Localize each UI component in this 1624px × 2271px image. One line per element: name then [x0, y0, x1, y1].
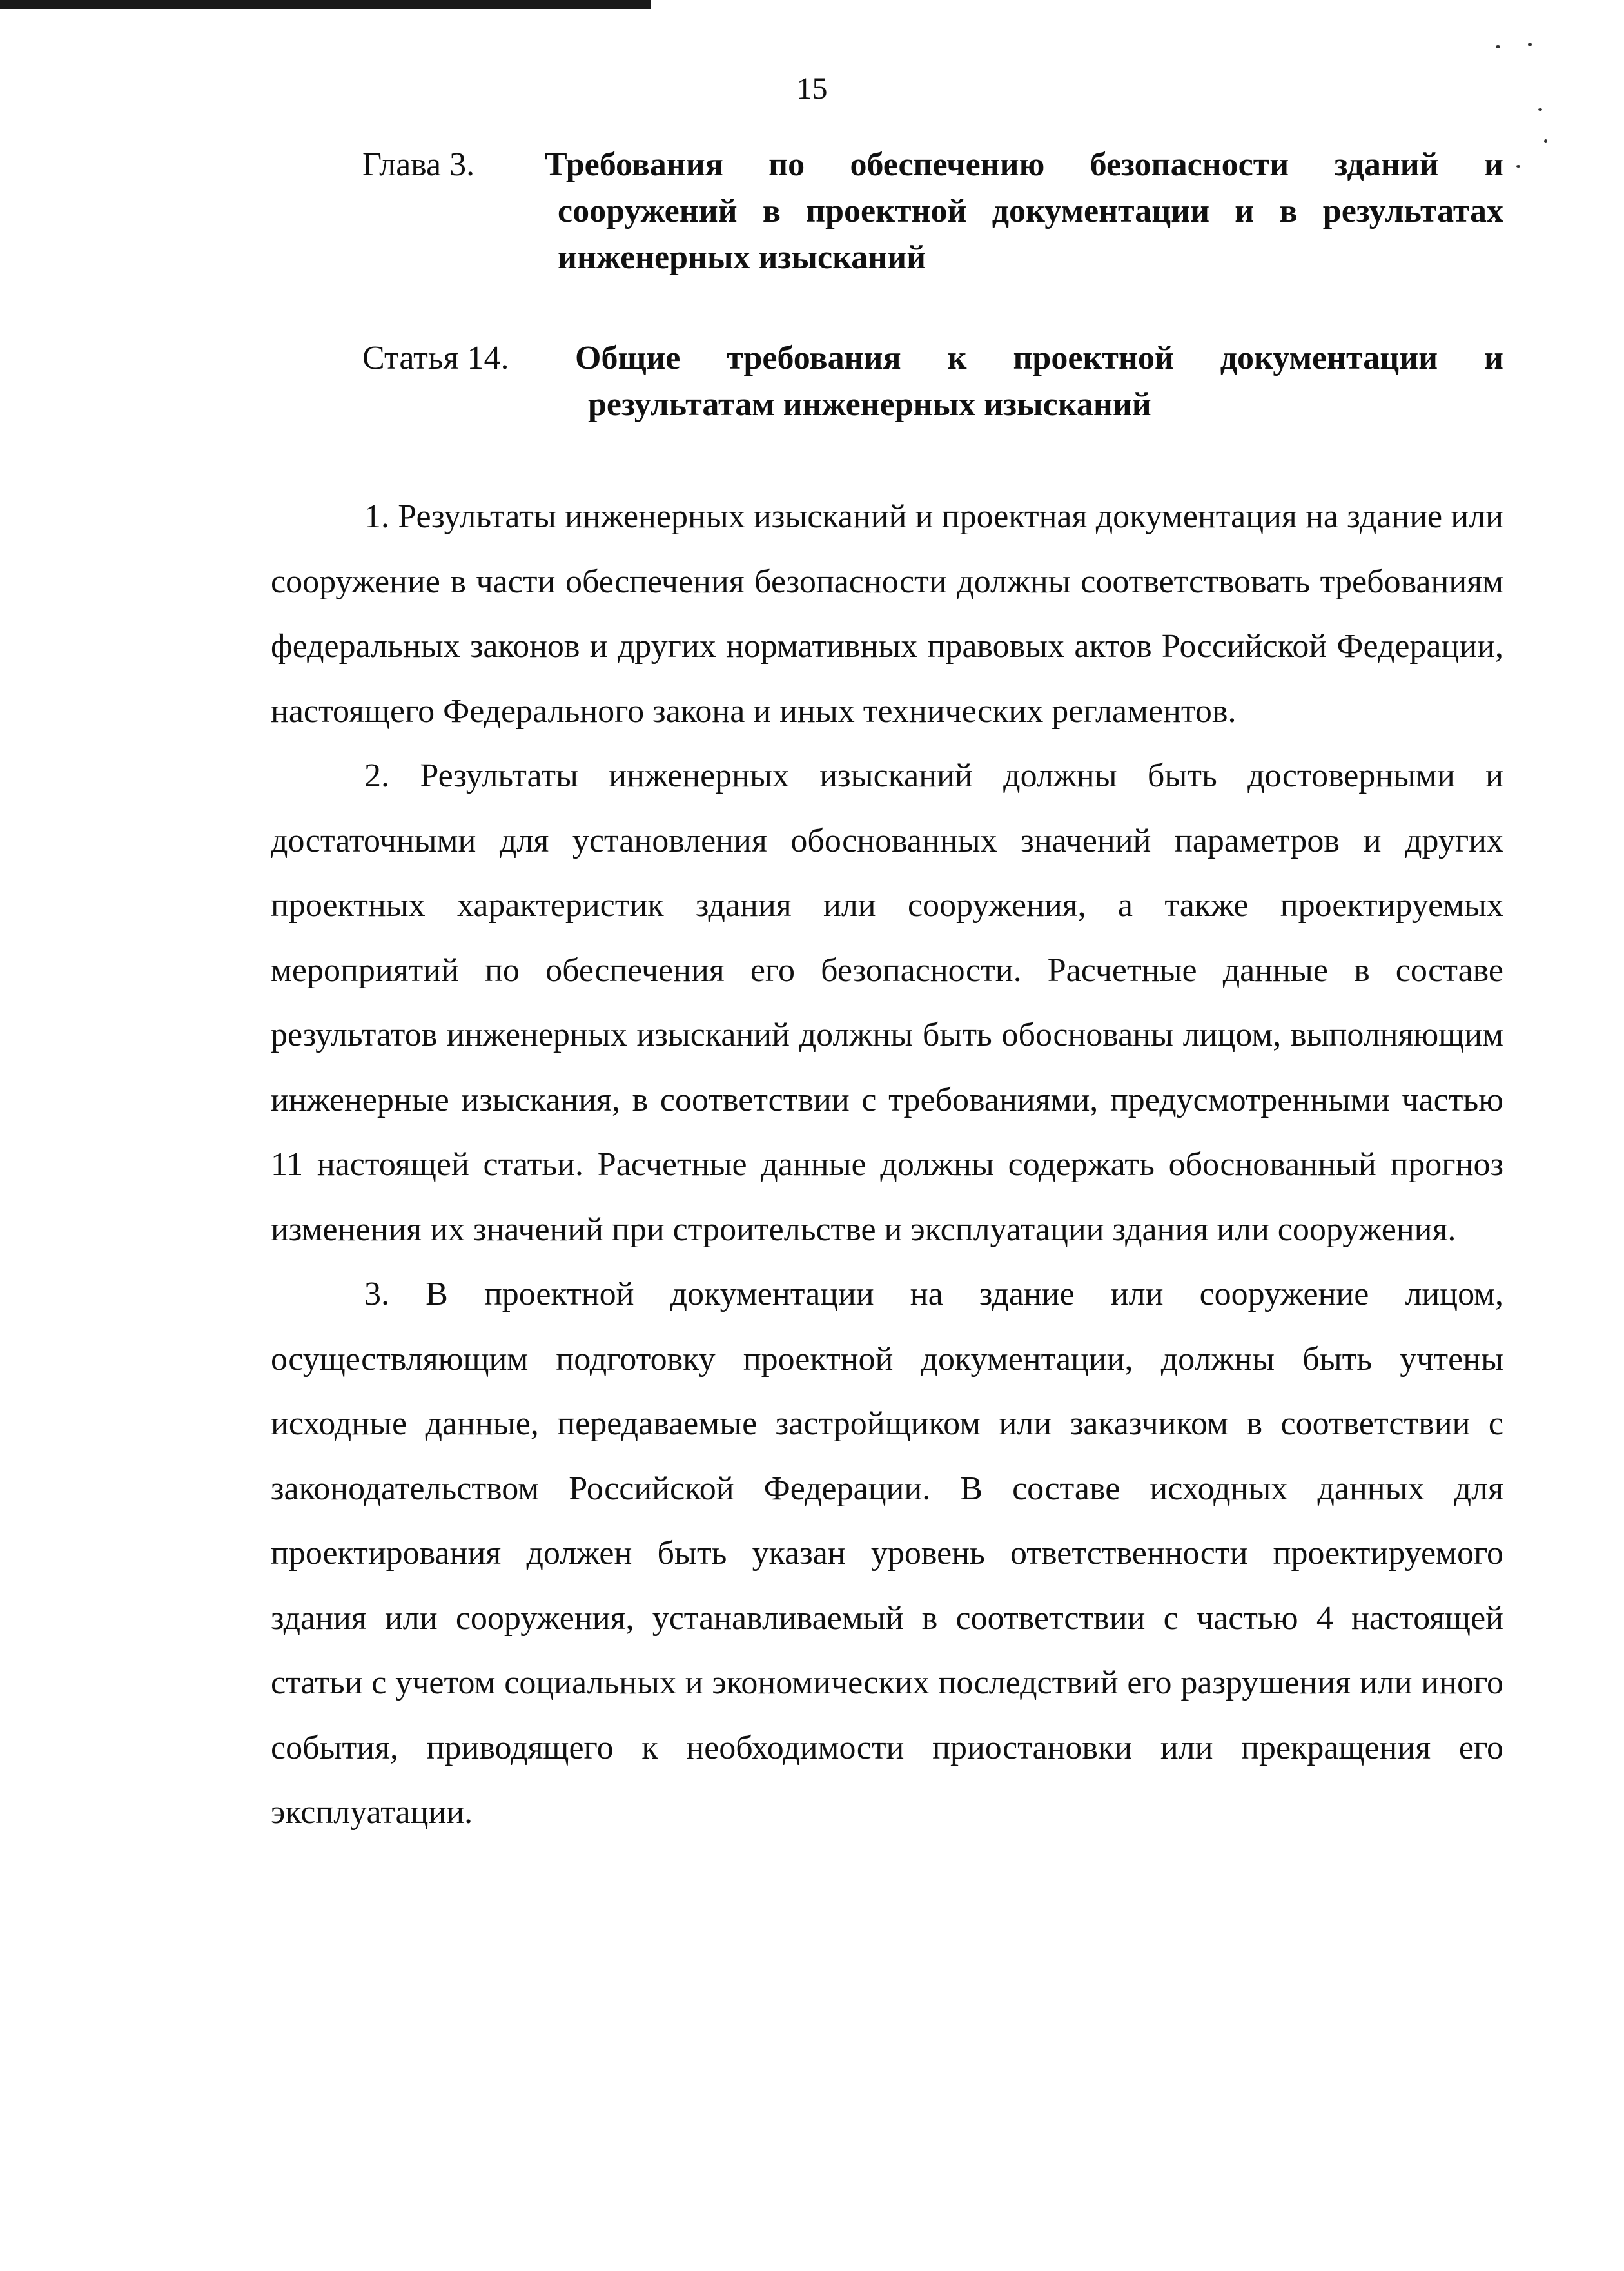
scan-edge-mark — [0, 0, 651, 9]
paragraph: 2. Результаты инженерных изысканий должны быть достоверными и достаточными для установления обоснованных значений параметров и других проектных характеристик здания или сооружения, а также проектируемых мероприятий по обеспечения его безопасности. Расчетные данные в составе результатов инженерных изысканий должны быть обоснованы лицом, выполняющим инженерные изыскания, в соответствии с требованиями, предусмотренными частью 11 настоящей статьи. Расчетные данные должны содержать обоснованный прогноз изменения их значений при строительстве и эксплуатации здания или сооружения. — [271, 757, 1503, 1248]
scan-speck — [1516, 165, 1520, 168]
scan-speck — [1544, 139, 1547, 143]
article-prefix: Статья 14. — [362, 340, 509, 376]
chapter-title: Требования по обеспечению безопасности зданий и сооружений в проектной документации и в результатах инженерных изысканий — [545, 146, 1503, 276]
chapter-prefix: Глава 3. — [362, 146, 475, 183]
scan-speck — [1496, 45, 1500, 48]
paragraph: 3. В проектной документации на здание или сооружение лицом, осуществляющим подготовку проектной документации, должны быть учтены исходные данные, передаваемые застройщиком или заказчиком в соответствии с законодательством Российской Федерации. В составе исходных данных для проектирования должен быть указан уровень ответственности проектируемого здания или сооружения, устанавливаемый в соответствии с частью 4 настоящей статьи с учетом социальных и экономических последствий его разрушения или иного события, приводящего к необходимости приостановки или прекращения его эксплуатации. — [271, 1276, 1503, 1831]
scan-speck — [1538, 108, 1542, 111]
paragraph: 1. Результаты инженерных изысканий и проектная документация на здание или сооружение в части обеспечения безопасности должны соответствовать требованиям федеральных законов и других нормативных правовых актов Российской Федерации, настоящего Федерального закона и иных технических регламентов. — [271, 498, 1503, 730]
article-heading — [362, 335, 1503, 432]
article-title: Общие требования к проектной документации и результатам инженерных изысканий — [575, 340, 1503, 423]
page-number: 15 — [796, 72, 828, 106]
scan-speck — [1528, 43, 1532, 46]
article-body — [271, 485, 1503, 1846]
chapter-heading — [362, 142, 1503, 284]
